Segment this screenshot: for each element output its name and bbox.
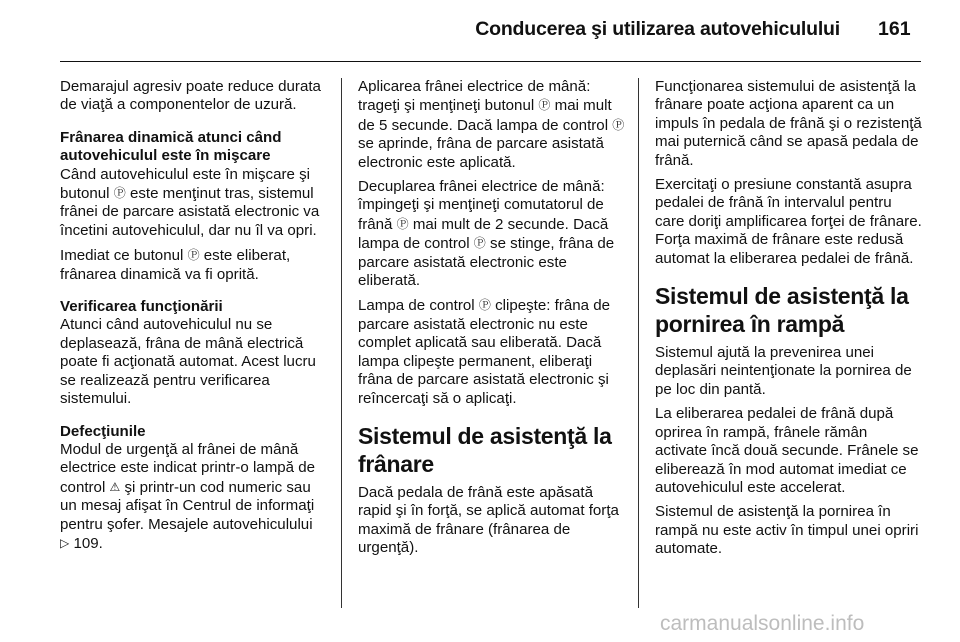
text: mai mult de 2 secunde. Dacă lampa de control [358,215,609,253]
paragraph [60,246,324,284]
text: şi printr-un cod numeric sau un mesaj afişat în Centrul de informaţi pentru şofer. Mesajele autovehiculului [60,478,315,533]
paragraph [358,296,626,407]
column-divider [638,78,639,608]
paragraph: Sistemul ajută la prevenirea unei deplasări neintenţionate la pornirea de pe loc din pantă. [655,344,912,398]
text: clipeşte: frâna de parcare asistată electronic nu este complet aplicată sau eliberată. Dacă lampa clipeşte permanent, eliberaţi frâna de parcare asistată electronic şi reîncercaţi să o aplicaţi. [358,297,611,407]
header-rule [60,61,921,62]
parking-brake-icon: Ⓟ [612,117,625,132]
text: Când autovehiculul este în mişcare şi butonul [60,165,311,203]
paragraph: Sistemul de asistenţă la pornirea în rampă nu este activ în timpul unei opriri automate. [655,503,919,558]
subheading-dynamic-braking: Frânarea dinamică atunci când autovehiculul este în mişcare [60,128,282,165]
paragraph [60,166,324,241]
text: Decuplarea frânei electrice de mână: împingeţi şi menţineţi comutatorul de frână [358,178,605,233]
text: Lampa de control [358,297,475,315]
page-number: 161 [878,18,911,40]
paragraph: Demarajul agresiv poate reduce durata de viaţă a componentelor de uzură. [60,78,321,114]
text: este menţinut tras, sistemul frânei de parcare asistată electronic va încetini autovehiculul, dar nu îl va opri. [60,185,320,239]
paragraph: La eliberarea pedalei de frână după oprirea în rampă, frânele rămân activate încă două secunde. Frânele se eliberează în mod automat imediat ce autovehiculul este accelerat. [655,405,919,496]
parking-brake-icon: Ⓟ [187,248,200,263]
parking-brake-icon: Ⓟ [478,298,491,313]
watermark: carmanualsonline.info [660,612,865,635]
text: se aprinde, frâna de parcare asistată electronic este aplicată. [358,135,604,171]
arrow-ref-icon: ▷ [60,535,70,550]
paragraph: Funcţionarea sistemului de asistenţă la frânare poate acţiona aparent ca un impuls în pedala de frână şi o rezistenţă mai puternică când se apasă pedala de frână. [655,78,922,169]
paragraph: Dacă pedala de frână este apăsată rapid şi în forţă, se aplică automat forţa maximă de frânare (frânarea de urgenţă). [358,483,619,557]
text: Modul de urgenţă al frânei de mână electrice este indicat printr-o lampă de control [60,440,316,496]
parking-brake-icon: Ⓟ [396,216,409,231]
text: mai mult de 5 secunde. Dacă lampa de control [358,97,612,134]
warning-lamp-icon: ⚠ [109,479,121,494]
column-1 [60,78,324,559]
section-heading-brake-assist: Sistemul de asistenţă la frânare [358,422,612,477]
subheading-function-check: Verificarea funcţionării [60,298,223,316]
paragraph [358,178,626,290]
page-header-title: Conducerea şi utilizarea autovehiculului [475,18,840,40]
text: Imediat ce butonul [60,247,184,265]
section-heading-hill-start-assist: Sistemul de asistenţă la pornirea în rampă [655,283,909,338]
parking-brake-icon: Ⓟ [473,236,486,251]
column-2 [358,78,626,564]
parking-brake-icon: Ⓟ [538,98,551,113]
column-divider [341,78,342,608]
text: Aplicarea frânei electrice de mână: trageţi şi menţineţi butonul [358,78,591,115]
paragraph [60,441,324,553]
subheading-faults: Defecţiunile [60,422,146,440]
paragraph [358,78,626,172]
column-3 [655,78,923,565]
paragraph: Atunci când autovehiculul nu se deplasează, frâna de mână electrică poate fi acţionată automat. Acest lucru se realizează pentru verificarea sistemului. [60,316,316,408]
paragraph: Exercitaţi o presiune constantă asupra pedalei de frână în intervalul pentru care doriţi amplificarea forţei de frânare. Forţa maximă de frânare este redusă automat la eliberarea pedalei de frână. [655,176,922,267]
text: este eliberat, frânarea dinamică va fi oprită. [60,247,291,283]
page-reference-link[interactable]: 109. [73,534,103,552]
text: se stinge, frâna de parcare asistată electronic este eliberată. [358,235,615,290]
parking-brake-icon: Ⓟ [113,186,126,201]
